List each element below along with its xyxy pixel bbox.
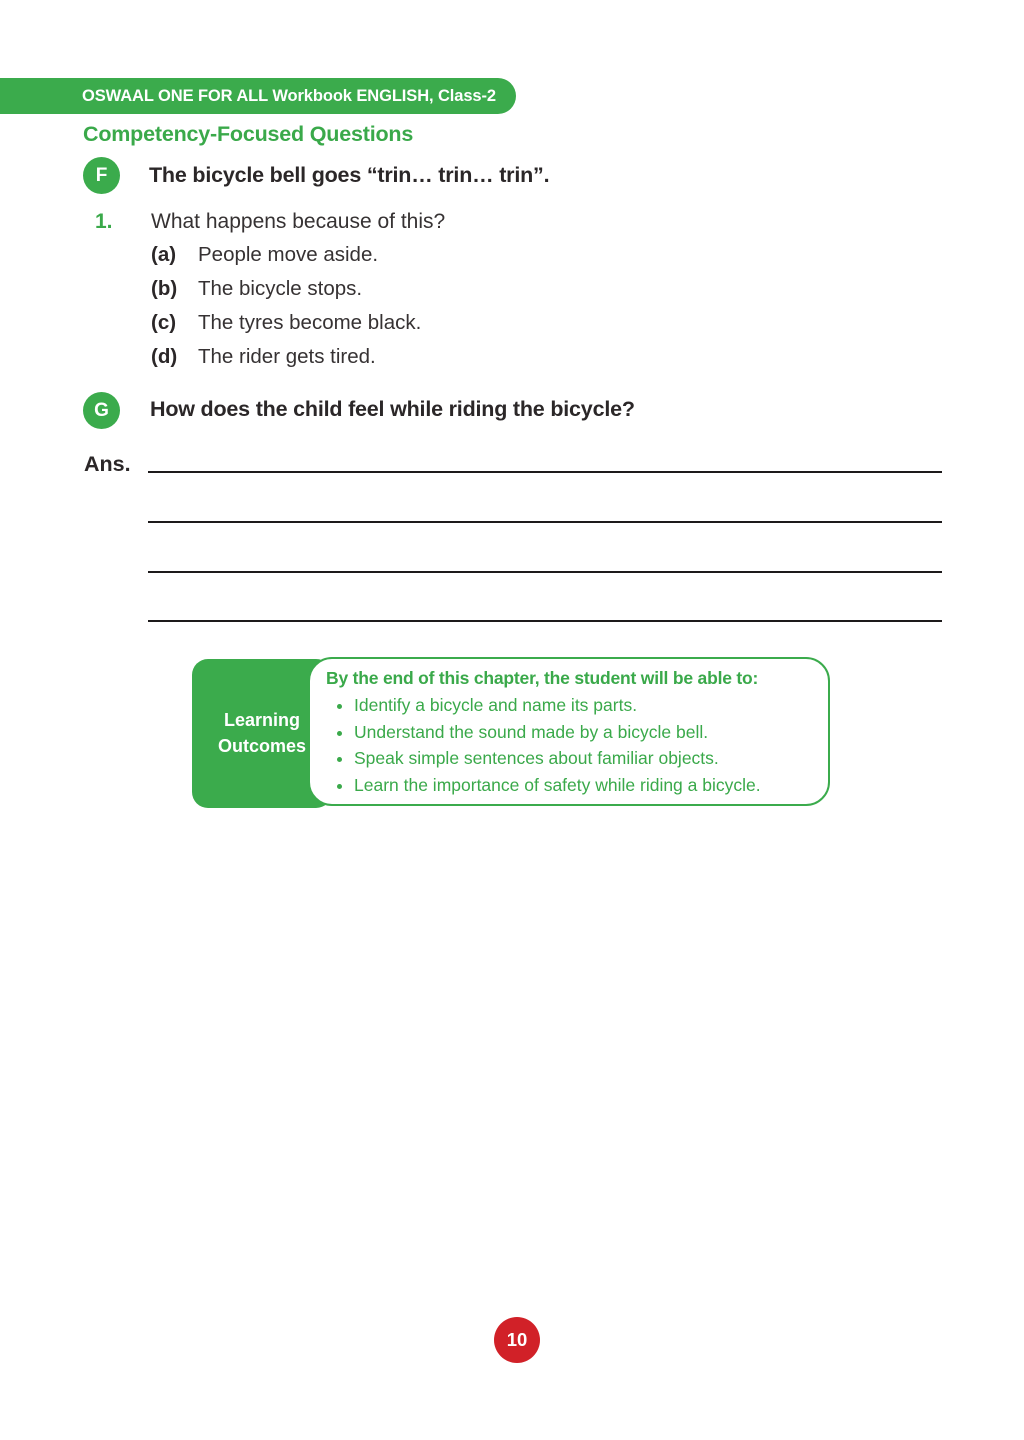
section-heading: Competency-Focused Questions bbox=[83, 122, 414, 146]
question-f-badge: F bbox=[83, 157, 120, 194]
learning-outcome-item: • Identify a bicycle and name its parts. bbox=[354, 692, 818, 719]
learning-outcome-item: • Learn the importance of safety while riding a bicycle. bbox=[354, 772, 818, 799]
option-c-text: The tyres become black. bbox=[198, 311, 422, 334]
question-g-badge: G bbox=[83, 392, 120, 429]
sub-question-text: What happens because of this? bbox=[151, 210, 446, 233]
option-a-label: (a) bbox=[151, 243, 177, 266]
question-g-text: How does the child feel while riding the bicycle? bbox=[150, 397, 635, 421]
option-b bbox=[151, 277, 362, 301]
header-banner bbox=[0, 78, 516, 114]
option-b-label: (b) bbox=[151, 277, 178, 300]
option-d bbox=[151, 345, 376, 369]
option-a-text: People move aside. bbox=[198, 243, 379, 266]
learning-outcomes-box bbox=[308, 657, 830, 806]
learning-outcomes-tab-label: Learning Outcomes bbox=[217, 710, 307, 756]
sub-question-number: 1. bbox=[95, 210, 113, 233]
learning-outcomes-list bbox=[326, 692, 818, 798]
answer-label: Ans. bbox=[84, 452, 131, 476]
answer-line bbox=[148, 471, 942, 473]
page-number: 10 bbox=[506, 1329, 528, 1350]
option-d-text: The rider gets tired. bbox=[198, 345, 376, 368]
learning-outcomes-heading: By the end of this chapter, the student will be able to: bbox=[326, 668, 759, 688]
option-c bbox=[151, 311, 421, 335]
option-a bbox=[151, 243, 378, 267]
option-b-text: The bicycle stops. bbox=[198, 277, 363, 300]
answer-line bbox=[148, 620, 942, 622]
answer-line bbox=[148, 571, 942, 573]
option-d-label: (d) bbox=[151, 345, 178, 368]
banner-title: OSWAAL ONE FOR ALL Workbook ENGLISH, Class-2 bbox=[82, 86, 496, 105]
question-f-text: The bicycle bell goes “trin… trin… trin”. bbox=[149, 163, 550, 187]
answer-line bbox=[148, 521, 942, 523]
page-number-badge bbox=[494, 1317, 540, 1363]
learning-outcome-item: • Understand the sound made by a bicycle bell. bbox=[354, 719, 818, 746]
learning-outcome-item: • Speak simple sentences about familiar objects. bbox=[354, 745, 818, 772]
option-c-label: (c) bbox=[151, 311, 177, 334]
